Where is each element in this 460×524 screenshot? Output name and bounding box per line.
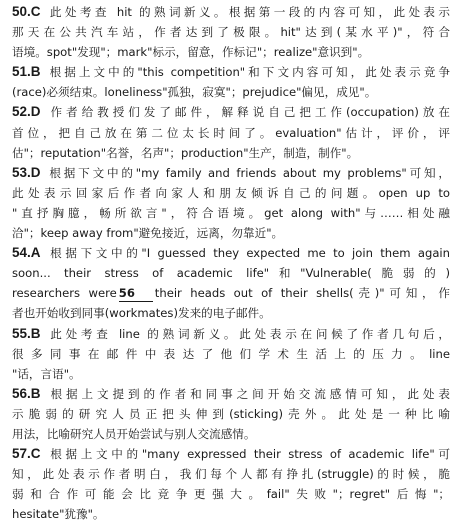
item-line: 洽"；keep away from"避免接近，远离，勿靠近"。: [12, 226, 284, 241]
item-line: 54.A 根据下文中的"I guessed they expected me to join them again: [12, 245, 450, 261]
item-line: (race)必须结束。loneliness"孤独，寂寞"；prejudice"偏见，成见"。: [12, 85, 377, 100]
explanation-item-51: [12, 62, 450, 102]
item-number: 54.A: [12, 245, 41, 261]
explanation-item-57: [12, 444, 450, 524]
item-line: 知，此处表示作者明白，我们每个人都有挣扎(struggle)的时候，脆: [12, 467, 450, 482]
item-line: "话，言语"。: [12, 366, 81, 381]
item-line: soon... their stress of academic life"和"Vulnerable(脆弱的): [12, 266, 450, 281]
item-line: 56.B 根据上文提到的作者和同事之间开始交流感情可知，此处表: [12, 385, 450, 401]
item-line: 51.B 根据上文中的"this competition"和下文内容可知，此处表示竞争: [12, 64, 450, 80]
item-line: 示脆弱的研究人员正把头伸到(sticking)壳外。此处是一种比喻: [12, 406, 450, 421]
item-line: 很多同事在邮件中表达了他们学术生活上的压力。line: [12, 346, 450, 361]
explanation-item-50: [12, 2, 450, 62]
item-line: 估"；reputation"名誉，名声"；production"生产，制造，制作"。: [12, 145, 359, 160]
item-number: 51.B: [12, 64, 41, 80]
explanation-item-53: [12, 163, 450, 243]
item-number: 50.C: [12, 4, 41, 19]
question-blank: 56: [119, 286, 153, 302]
explanation-item-54: [12, 243, 450, 323]
item-line: 用法，比喻研究人员开始尝试与别人交流感情。: [12, 426, 256, 441]
explanation-item-55: [12, 324, 450, 384]
item-line: 弱和合作可能会比竞争更强大。fail"失败"；regret"后悔"；: [12, 487, 450, 502]
item-line: 52.D 作者给教授们发了邮件，解释说自己把工作(occupation)放在: [12, 104, 450, 120]
item-number: 56.B: [12, 385, 41, 401]
item-line: hesitate"犹豫"。: [12, 507, 105, 522]
item-line: 首位，把自己放在第二位太长时间了。evaluation"估计，评价，评: [12, 125, 450, 140]
item-number: 55.B: [12, 325, 41, 341]
explanation-item-52: [12, 102, 450, 162]
item-line: 语境。spot"发现"；mark"标示，留意，作标记"；realize"意识到"。: [12, 45, 370, 60]
item-line: 50.C 此处考查 hit 的熟词新义。根据第一段的内容可知，此处表示: [12, 4, 450, 19]
explanation-item-56: [12, 384, 450, 444]
item-number: 57.C: [12, 446, 41, 462]
item-number: 52.D: [12, 104, 41, 120]
item-line: 那天在公共汽车站，作者达到了极限。hit"达到(某水平)"，符合: [12, 25, 450, 40]
item-line: researchers were 56 their heads out of their shells(壳)"可知，作: [12, 286, 450, 301]
item-line: 此处表示回家后作者向家人和朋友倾诉自己的问题。open up to: [12, 185, 450, 200]
item-number: 53.D: [12, 164, 41, 180]
item-line: 55.B 此处考查 line 的熟词新义。此处表示在问候了作者几句后，: [12, 325, 450, 341]
item-line: 者也开始收到同事(workmates)发来的电子邮件。: [12, 306, 271, 321]
item-line: "直抒胸臆，畅所欲言"，符合语境。get along with"与……相处融: [12, 205, 450, 220]
item-line: 57.C 根据上文中的"many expressed their stress of academic life"可: [12, 446, 450, 462]
item-line: 53.D 根据下文中的"my family and friends about my problems"可知，: [12, 164, 450, 180]
